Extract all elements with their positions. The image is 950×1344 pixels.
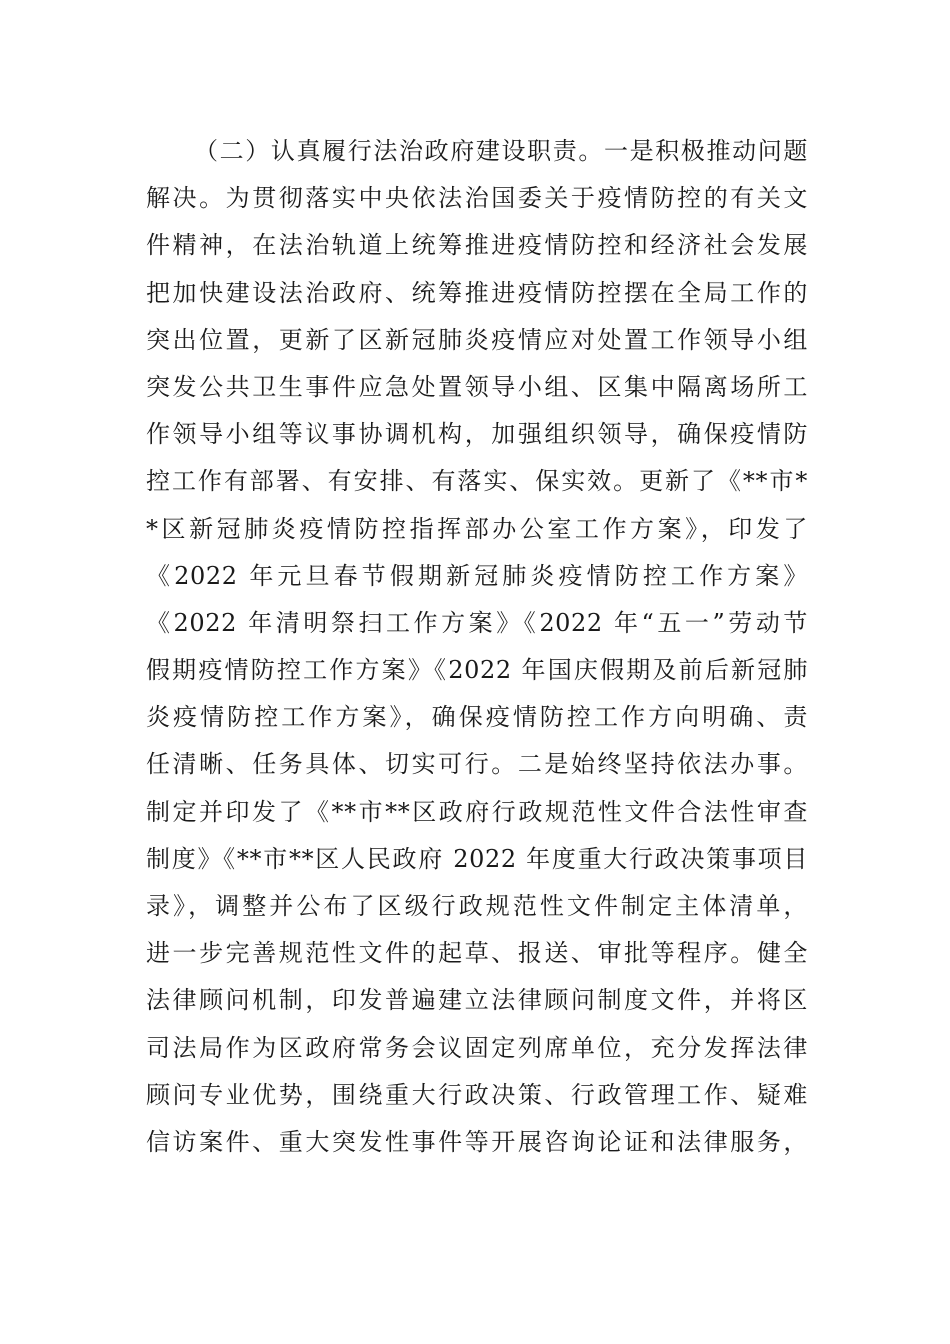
text-line-22: 信访案件、重大突发性事件等开展咨询论证和法律服务， — [146, 1127, 808, 1156]
text-line-11: 《2022 年清明祭扫工作方案》《2022 年“五一”劳动节 — [146, 608, 808, 637]
text-line-2: 解决。为贯彻落实中央依法治国委关于疫情防控的有关文 — [146, 184, 808, 213]
text-line-7: 作领导小组等议事协调机构，加强组织领导，确保疫情防 — [146, 420, 808, 449]
text-line-1: （二）认真履行法治政府建设职责。一是积极推动问题 — [194, 137, 808, 165]
text-line-9: *区新冠肺炎疫情防控指挥部办公室工作方案》，印发了 — [146, 514, 808, 543]
text-line-6: 突发公共卫生事件应急处置领导小组、区集中隔离场所工 — [146, 372, 808, 401]
text-line-8: 控工作有部署、有安排、有落实、保实效。更新了《**市* — [146, 467, 808, 496]
text-line-19: 法律顾问机制，印发普遍建立法律顾问制度文件，并将区 — [146, 986, 808, 1015]
text-line-14: 任清晰、任务具体、切实可行。二是始终坚持依法办事。 — [146, 750, 808, 779]
text-line-20: 司法局作为区政府常务会议固定列席单位，充分发挥法律 — [146, 1033, 808, 1062]
text-line-4: 把加快建设法治政府、统筹推进疫情防控摆在全局工作的 — [146, 278, 808, 307]
body-paragraph — [146, 128, 808, 1166]
text-line-16: 制度》《**市**区人民政府 2022 年度重大行政决策事项目 — [146, 844, 808, 873]
text-line-21: 顾问专业优势，围绕重大行政决策、行政管理工作、疑难 — [146, 1080, 808, 1109]
text-line-17: 录》，调整并公布了区级行政规范性文件制定主体清单， — [146, 892, 808, 920]
text-line-18: 进一步完善规范性文件的起草、报送、审批等程序。健全 — [146, 939, 808, 968]
text-line-15: 制定并印发了《**市**区政府行政规范性文件合法性审查 — [146, 797, 808, 826]
text-line-5: 突出位置，更新了区新冠肺炎疫情应对处置工作领导小组 — [146, 325, 808, 354]
text-line-3: 件精神，在法治轨道上统筹推进疫情防控和经济社会发展 — [146, 231, 808, 260]
text-line-12: 假期疫情防控工作方案》《2022 年国庆假期及前后新冠肺 — [146, 656, 808, 685]
text-line-10: 《2022 年元旦春节假期新冠肺炎疫情防控工作方案》 — [146, 561, 808, 590]
text-line-13: 炎疫情防控工作方案》，确保疫情防控工作方向明确、责 — [146, 703, 808, 732]
